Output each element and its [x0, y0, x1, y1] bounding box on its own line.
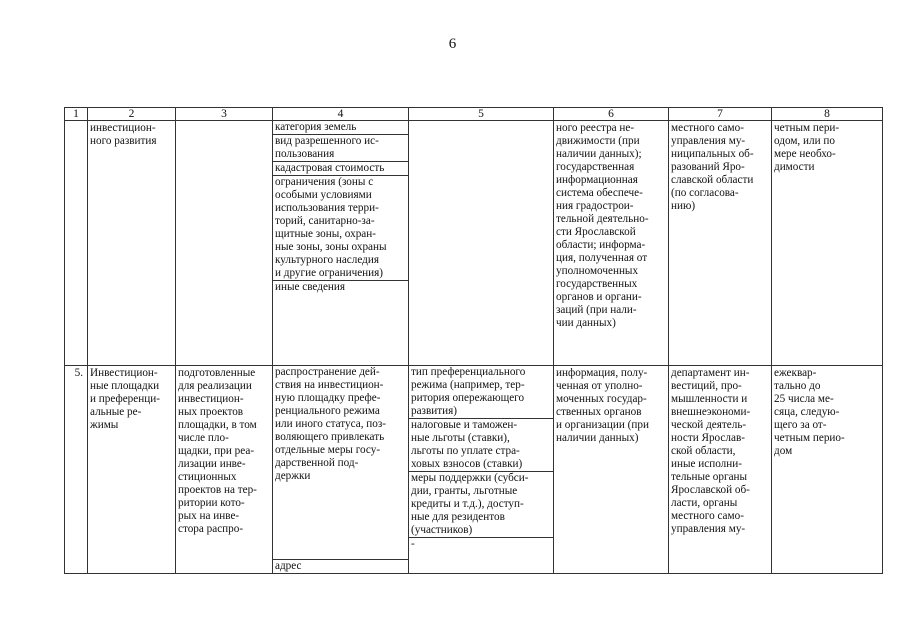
attribute-item: распространение дей- ствия на инвестицион- ную площадку префе- ренциального режима или иного статуса, поз- воляющего привлекать отдельные меры госу- дарственной под- держки	[273, 366, 408, 560]
data-source-cell: ного реестра не- движимости (при наличии данных); государственная информационная система обеспече- ния градострои- тельной деятельно- сти Ярославской области; информа- ция, полученная от уполномоченных государственных органов и органи- заций (при нали- чии данных)	[554, 121, 669, 366]
sub-attribute-item: меры поддержки (субси- дии, гранты, льготные кредиты и т.д.), доступ- ные для резидентов (участников)	[409, 472, 553, 538]
attribute-item: адрес	[275, 560, 302, 572]
document-table	[64, 107, 883, 574]
attribute-item: вид разрешенного ис- пользования	[273, 135, 408, 162]
attributes-cell	[273, 366, 409, 574]
attribute-item: кадастровая стоимость	[273, 162, 408, 176]
update-period-cell: ежеквар- тально до 25 числа ме- сяца, следую- щего за от- четным перио- дом	[772, 366, 883, 574]
attribute-item: категория земель	[273, 121, 408, 135]
update-period-cell: четным пери- одом, или по мере необхо- димости	[772, 121, 883, 366]
column-number-5: 5	[409, 108, 554, 121]
row-number-cell	[65, 121, 88, 366]
column-number-4: 4	[273, 108, 409, 121]
column-number-8: 8	[772, 108, 883, 121]
responsible-body-cell: департамент ин- вестиций, про- мышленности и внешнеэкономи- ческой деятель- ности Ярослав- ской области, иные исполни- тельные органы Ярославской об- ласти, органы местного само- управления му-	[669, 366, 772, 574]
responsible-body-cell: местного само- управления му- ниципальных об- разований Яро- славской области (по согласова- нию)	[669, 121, 772, 366]
object-description-cell: подготовленные для реализации инвестицион- ных проектов площадки, в том числе пло- щадки, при реа- лизации инве- стиционных проектов на тер- ритории кото- рых на инве- стора распро-	[176, 366, 273, 574]
attributes-cell	[273, 121, 409, 366]
category-cell: Инвестицион- ные площадки и преференци- альные ре- жимы	[88, 366, 176, 574]
sub-attributes-cell	[409, 366, 554, 574]
sub-attribute-item: налоговые и таможен- ные льготы (ставки), льготы по уплате стра- ховых взносов (ставки)	[409, 419, 553, 472]
table-row	[65, 121, 883, 366]
category-cell: инвестицион- ного развития	[88, 121, 176, 366]
object-description-cell	[176, 121, 273, 366]
table-header-row	[65, 108, 883, 121]
row-number-cell: 5.	[65, 366, 88, 574]
data-source-cell: информация, полу- ченная от уполно- моченных государ- ственных органов и организации (при наличии данных)	[554, 366, 669, 574]
column-number-2: 2	[88, 108, 176, 121]
table-row	[65, 366, 883, 574]
sub-attribute-item: тип преференциального режима (например, тер- ритория опережающего развития)	[409, 366, 553, 419]
column-number-1: 1	[65, 108, 88, 121]
page-number: 6	[448, 36, 457, 52]
sub-attributes-cell	[409, 121, 554, 366]
column-number-7: 7	[669, 108, 772, 121]
attribute-item: иные сведения	[275, 281, 346, 293]
column-number-6: 6	[554, 108, 669, 121]
attribute-item: ограничения (зоны с особыми условиями использования терри- торий, санитарно-за- щитные зоны, охран- ные зоны, зоны охраны культурного наследия и другие ограничения)	[273, 176, 408, 281]
column-number-3: 3	[176, 108, 273, 121]
sub-attribute-item: -	[411, 538, 415, 550]
